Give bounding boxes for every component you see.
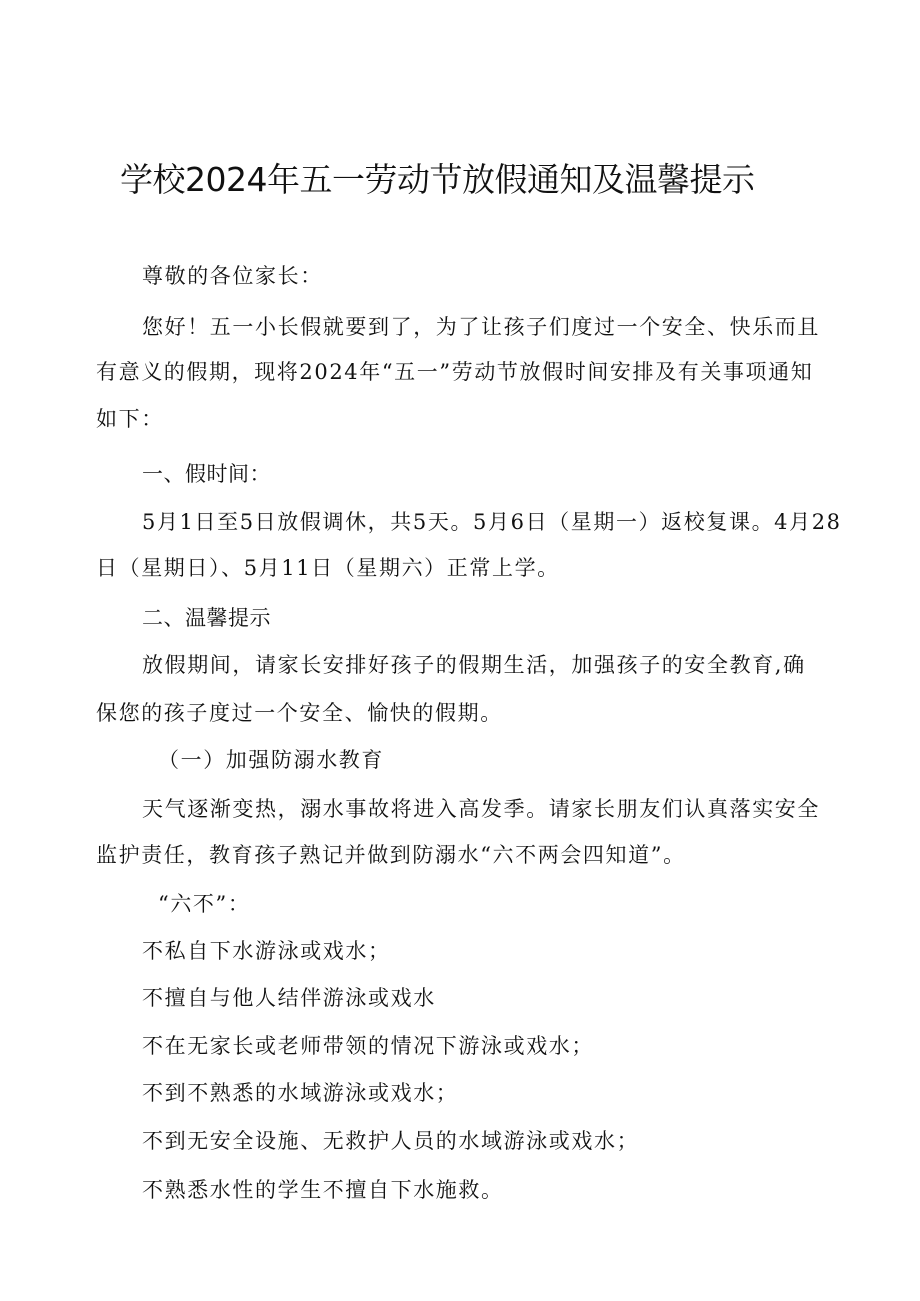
section-heading-tips: 二、温馨提示: [142, 606, 271, 630]
intro-line-1: 您好！五一小长假就要到了，为了让孩子们度过一个安全、快乐而且: [142, 315, 820, 339]
list-item: 不熟悉水性的学生不擅自下水施救。: [142, 1178, 504, 1202]
greeting: 尊敬的各位家长：: [142, 264, 323, 288]
list-item: 不擅自与他人结伴游泳或戏水: [142, 986, 436, 1010]
list-item: 不私自下水游泳或戏水；: [142, 939, 391, 963]
holiday-line-2: 日（星期日）、5月11日（星期六）正常上学。: [96, 556, 560, 580]
tips-line-2: 保您的孩子度过一个安全、愉快的假期。: [96, 701, 503, 725]
section-heading-holiday-time: 一、假时间：: [142, 462, 271, 486]
page-title: 学校2024年五一劳动节放假通知及温馨提示: [120, 160, 755, 199]
six-no-label: “六不”：: [158, 892, 251, 916]
holiday-line-1: 5月1日至5日放假调休，共5天。5月6日（星期一）返校复课。4月28: [142, 510, 842, 534]
list-item: 不到无安全设施、无救护人员的水域游泳或戏水；: [142, 1129, 640, 1153]
list-item: 不在无家长或老师带领的情况下游泳或戏水；: [142, 1034, 594, 1058]
drowning-line-1: 天气逐渐变热，溺水事故将进入高发季。请家长朋友们认真落实安全: [142, 797, 820, 821]
intro-line-2: 有意义的假期，现将2024年“五一”劳动节放假时间安排及有关事项通知: [96, 360, 814, 384]
list-item: 不到不熟悉的水域游泳或戏水；: [142, 1081, 459, 1105]
subsection-heading-drowning: （一）加强防溺水教育: [158, 748, 384, 772]
intro-line-3: 如下：: [96, 407, 164, 431]
tips-line-1: 放假期间，请家长安排好孩子的假期生活，加强孩子的安全教育,确: [142, 653, 806, 677]
drowning-line-2: 监护责任，教育孩子熟记并做到防溺水“六不两会四知道”。: [96, 843, 686, 867]
